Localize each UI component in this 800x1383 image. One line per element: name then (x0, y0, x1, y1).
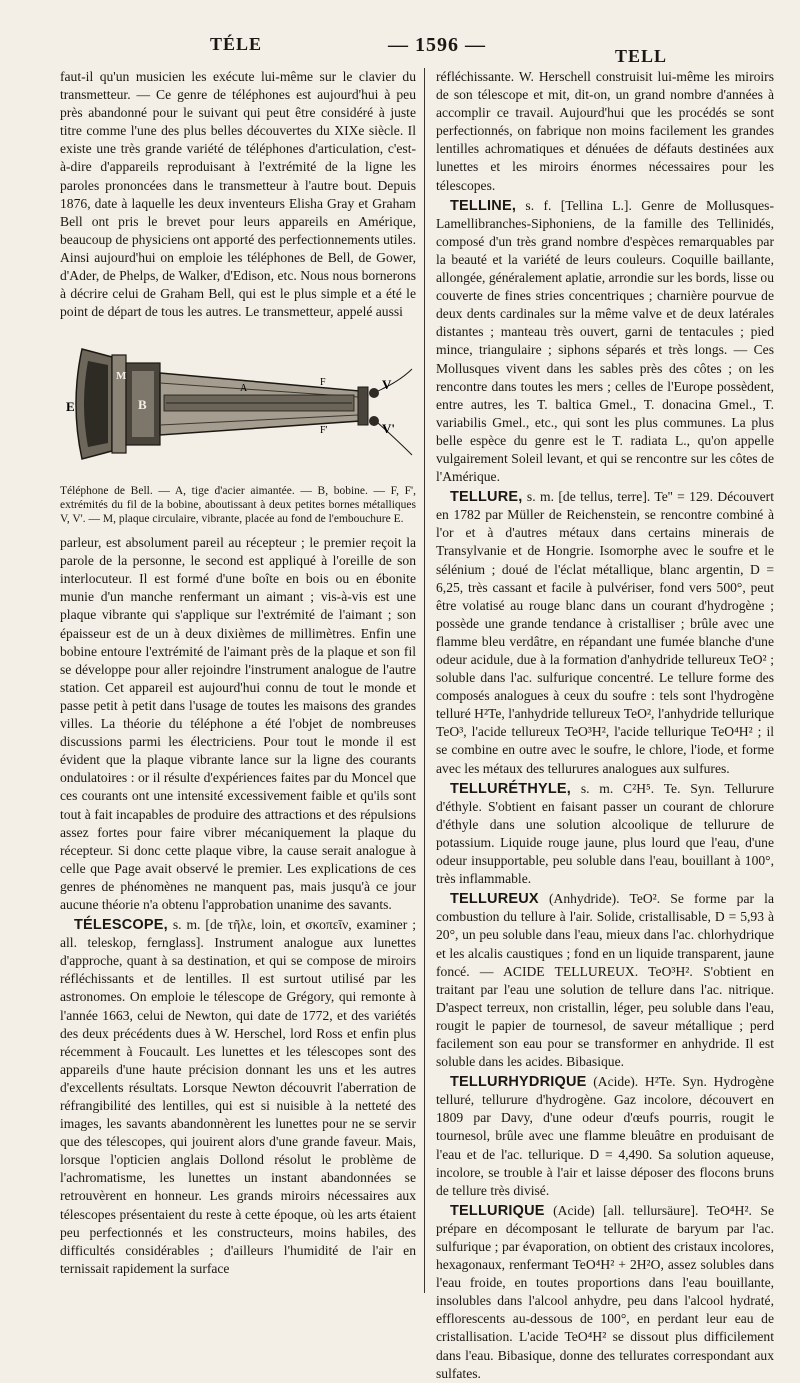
entry-tellure (436, 488, 774, 778)
entry-tellureux (436, 890, 774, 1071)
entry-tellurique (436, 1202, 774, 1383)
header-left-word: TÉLE (210, 34, 263, 54)
figure-label-m: M (116, 370, 127, 383)
definition-tellurethyle: s. m. C²H⁵. Te. Syn. Tellurure d'éthyle. S'obtient en faisant passer un courant de chlorure d'éthyle dans une solution alcoolique de tellurure de potassium. Liquide rouge jaune, plus lourd que l'eau, d'une odeur insupportable, peu soluble dans l'eau, bouillant à 100°, très inflammable. (436, 780, 774, 887)
figure-label-a: A (240, 383, 248, 395)
definition-tellureux: (Anhydride). TeO². Se forme par la combustion du tellure à l'air. Solide, cristallisable, D = 5,93 à 20°, un peu soluble dans l'eau, mieux dans l'ac. chlorhydrique et les alcalis caustiques ; fond en un liquide transparent, jaune foncé. — ACIDE TELLUREUX. TeO³H². S'obtient en traitant par l'eau une solution de tellure dans l'ac. nitrique. D'aspect terreux, non cristallin, léger, peu soluble dans l'eau, rougit le papier de tournesol, de saveur métallique ; perd facilement son eau pour se transformer en anhydride. Il est soluble dans les acides. Bibasique. (436, 891, 774, 1070)
entry-telescope (60, 916, 416, 1278)
entry-tellurethyle (436, 780, 774, 889)
telephone-text-body: parleur, est absolument pareil au récepteur ; le premier reçoit la parole de la personne, le second est appliqué à l'oreille de son interlocuteur. Il est formé d'une boîte en bois ou en ébonite munie d'un manche renfermant un aimant ; vis-à-vis est une plaque vibrante qui s'applique sur l'extrémité de l'aimant ; son épaisseur est de un à deux dixièmes de millimètres. Enfin une bobine entoure l'extrémité de l'aimant près de la plaque et son fil se développe pour aller rejoindre l'instrument analogue de l'autre station. Cet appareil est aujourd'hui connu de tout le monde et passe petit à petit dans l'usage de toutes les maisons des grandes villes. La théorie du téléphone a été l'objet de nombreuses discussions parmi les électriciens. Pour tout le monde il est évident que la plaque vibrante lance sur la ligne des courants ondulatoires : or il résulte d'expériences faites par du Moncel que ces courants ont une intensité excessivement faible et qu'ils sont tout à fait incapables de produire des attractions et des répulsions assez fortes pour faire vibrer mécaniquement la plaque du récepteur. Si donc cette plaque vibre, la cause serait analogue à celle que Page avait observé le premier. Les explications de ces genres de phénomènes ne manquent pas, mais jusqu'à ce jour aucune théorie n'a obtenu l'approbation unanime des savants. (60, 535, 416, 912)
headword-telescope: TÉLESCOPE, (74, 917, 168, 934)
figure-label-v: V (382, 377, 392, 393)
figure-label-b: B (138, 397, 147, 413)
figure-label-f: F (320, 377, 326, 389)
definition-telline: s. f. [Tellina L.]. Genre de Mollusques-Lamellibranches-Siphoniens, de la famille des Tellinidés, composé d'un très grand nombre d'espèces remarquables par la beauté et la variété de leurs couleurs. Coquille baillante, allongée, généralement aplatie, arrondie sur les bords, lisse ou couverte de fines stries concentriques ; charnière pourvue de deux dents cardinales sur la même valve et de deux latérales distantes ; manteau très ouvert, garni de tentacules ; pied mince, triangulaire ; siphons séparés et très longs. — Ces Mollusques vivent dans les sables près des côtes ; on les rencontre dans toutes les mers ; celles de l'Europe possèdent, entre autres, les T. baltica Gmel., T. donacina Gmel., T. variabilis Gmel., etc., qui sont les plus communes. La plus belle espèce du genre est le T. radiata L., qu'on appelle vulgairement Soleil levant, et qui se rencontre sur les côtes de l'Amérique. (436, 197, 774, 485)
page-header (60, 34, 760, 66)
definition-tellurhydrique: (Acide). H²Te. Syn. Hydrogène telluré, tellurure d'hydrogène. Gaz incolore, découvert en 1809 par Davy, d'une odeur d'œufs pourris, rougit le tournesol, brûle avec une flamme bleuâtre en produisant de l'eau et de l'ac. tellurique. D = 4,490. Sa solution aqueuse, incolore, se trouble à l'air et laisse déposer des flocons bruns de tellure très divisé. (436, 1074, 774, 1198)
entry-tellurhydrique (436, 1073, 774, 1200)
definition-telescope: s. m. [de τῆλε, loin, et σκοπεῖν, examiner ; all. teleskop, fernglass]. Instrument analogue aux lunettes d'approche, quant à sa destination, et qui se compose de miroirs réfléchissants et de lentilles. Il est surtout utilisé par les astronomes. On emploie le télescope de Grégory, qui remonte à l'année 1663, celui de Newton, qui date de 1772, et des variétés des deux précédents dues à W. Herschel, lord Ross et enfin plus récemment à Foucault. Les lunettes et les télescopes sont des appareils d'une haute précision donnant les uns et les autres d'excellents résultats. Lorsque Newton découvrit l'aberration de réfrangibilité des lentilles, qui est si nuisible à la netteté des images, les savants abandonnèrent les lunettes pour ne se servir que des télescopes, qui jouirent alors d'une grande faveur. Mais, lorsque l'opticien anglais Dollond résolut le problème de l'achromatisme, les lunettes un instant abandonnées se retrouvèrent en honneur. Les grands miroirs nécessaires aux télescopes présentaient du reste à cette époque, où les arts étaient peu perfectionnés et les constructeurs, moins habiles, des difficultés considérables ; d'ailleurs l'humidité de l'air en ternissait rapidement la surface (60, 917, 416, 1276)
page-number: — 1596 — (388, 34, 486, 56)
figure-label-v-prime: V' (382, 421, 395, 437)
bell-telephone-illustration (60, 329, 416, 479)
figure-caption: Téléphone de Bell. — A, tige d'acier aimantée. — B, bobine. — F, F', extrémités du fil de la bobine, aboutissant à deux petites bornes métalliques V, V'. — M, plaque circulaire, vibrante, placée au fond de l'embouchure E. (60, 485, 416, 525)
column-divider (424, 68, 425, 1293)
entry-telline (436, 197, 774, 487)
headword-tellureux: TELLUREUX (450, 891, 539, 908)
bell-telephone-figure (60, 329, 416, 479)
definition-tellurique: (Acide) [all. tellursäure]. TeO⁴H². Se prépare en décomposant le tellurate de baryum par l'ac. sulfurique ; par évaporation, on obtient des cristaux incolores, hexagonaux, renfermant TeO⁴H² + 2H²O, assez solubles dans l'eau froide, en toutes proportions dans l'eau bouillante, insolubles dans l'alcool anhydre, peu dans l'alcool hydraté, efflorescents au-dessous de 100°, en perdant leur eau de cristallisation. L'acide TeO⁴H² se dissout plus difficilement dans l'eau. Bibasique, donne des tellurates correspondant aux sulfates. (436, 1202, 774, 1381)
headword-tellurique: TELLURIQUE (450, 1202, 545, 1219)
figure-label-e: E (66, 399, 75, 415)
right-column (436, 68, 774, 1381)
left-column (60, 68, 416, 1312)
figure-label-f-prime: F' (320, 425, 328, 437)
headword-telline: TELLINE, (450, 197, 517, 214)
headword-tellure: TELLURE, (450, 489, 523, 506)
definition-tellure: s. m. [de tellus, terre]. Te'' = 129. Découvert en 1782 par Müller de Reichenstein, se rencontre combiné à l'or et à d'autres métaux dans certains minerais de Transylvanie et de Hongrie. Isomorphe avec le soufre et le sélénium ; doué de l'éclat métallique, blanc argentin, D = 6,25, très cassant et facile à pulvériser, fond vers 500°, peut être volatisé au rouge blanc dans un courant d'hydrogène ; possède une grande tendance à cristalliser ; brûle avec une flamme bleu verdâtre, en répandant une fumée blanche d'une odeur acidule, due à la formation d'anhydride tellureux TeO² ; soluble dans l'ac. sulfurique concentré. Le tellure forme des composés analogues à ceux du soufre : tels sont l'hydrogène telluré H²Te, l'anhydride tellureux TeO², l'anhydride tellurique TeO³, l'acide tellureux TeO³H², l'acide tellurique TeO⁴H² ; il se combine en outre avec le soufre, le chlore, l'iode, et forme avec les métaux des tellurures analogues aux sulfures. (436, 489, 774, 776)
header-right-word: TELL (615, 46, 668, 66)
telescope-continuation: réfléchissante. W. Herschell construisit lui-même les miroirs de son télescope et mit, dit-on, un grand nombre d'années à accomplir ce travail. Aujourd'hui que les procédés se sont perfectionnés, on fabrique non moins facilement les grandes lentilles achromatiques et dénuées de défauts destinées aux lunettes et les miroirs énormes nécessaires pour les télescopes. (436, 69, 774, 193)
telephone-text-intro: faut-il qu'un musicien les exécute lui-même sur le clavier du transmetteur. — Ce genre de téléphones est aujourd'hui à peu près abandonné pour le suivant qui peut être considéré à juste titre comme l'une des plus belles découvertes du XIXe siècle. Il existe une très grande variété de téléphones d'articulation, c'est-à-dire d'appareils reproduisant à l'extrémité de la ligne les paroles prononcées dans le transmetteur à l'autre bout. Depuis 1876, date à laquelle les deux inventeurs Elisha Gray et Graham Bell ont pris le brevet pour leurs appareils en Amérique, beaucoup de physiciens ont apporté des perfectionnements utiles. Ainsi aujourd'hui on emploie les téléphones de Bell, de Gower, d'Ader, de Phelps, de Walker, d'Edison, etc. Nous nous bornerons à décrire celui de Graham Bell, qui est le plus simple et a été le point de départ de tous les autres. Le transmetteur, appelé aussi (60, 69, 416, 320)
headword-tellurethyle: TELLURÉTHYLE, (450, 780, 572, 797)
headword-tellurhydrique: TELLURHYDRIQUE (450, 1074, 587, 1091)
